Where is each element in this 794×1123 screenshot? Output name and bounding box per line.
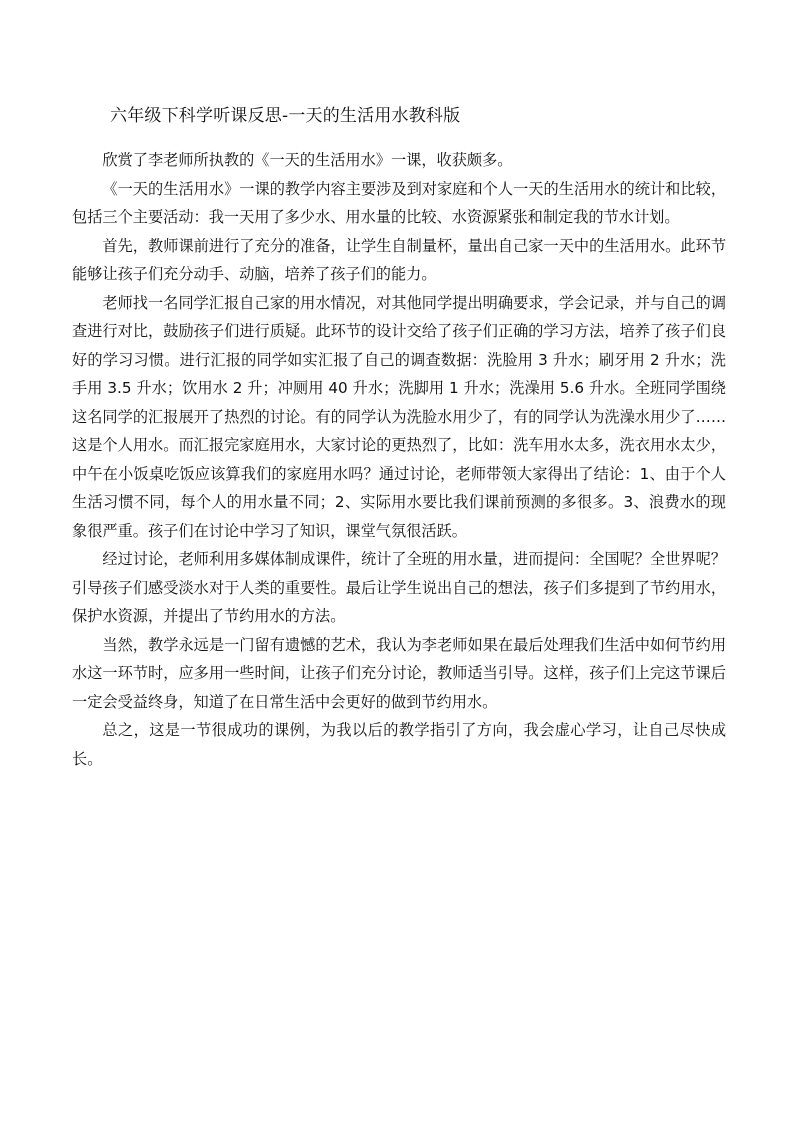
paragraph-intro: 欣赏了李老师所执教的《一天的生活用水》一课，收获颇多。 <box>102 151 513 169</box>
paragraph-overview: 《一天的生活用水》一课的教学内容主要涉及到对家庭和个人一天的生活用水的统计和比较，包括三个主要活动：我一天用了多少水、用水量的比较、水资源紧张和制定我的节水计划。 <box>72 179 726 226</box>
document-title: 六年级下科学听课反思-一天的生活用水教科版 <box>110 106 461 126</box>
paragraph-multimedia: 经过讨论，老师利用多媒体制成课件，统计了全班的用水量，进而提问：全国呢？全世界呢？引导孩子们感受淡水对于人类的重要性。最后让学生说出自己的想法，孩子们多提到了节约用水，保护水资源，并提出了节约用水的方法。 <box>72 550 726 625</box>
paragraph-report-discussion: 老师找一名同学汇报自己家的用水情况，对其他同学提出明确要求，学会记录，并与自己的调查进行对比，鼓励孩子们进行质疑。此环节的设计交给了孩子们正确的学习方法，培养了孩子们良好的学习习惯。进行汇报的同学如实汇报了自己的调查数据：洗脸用 3 升水；刷牙用 2 升水；洗手用 3.5 升水；饮用水 2 升；冲厕用 40 升水；洗脚用 1 升水；洗澡用 5.6 升水。全班同学围绕这名同学的汇报展开了热烈的讨论。有的同学认为洗脸水用少了，有的同学认为洗澡水用少了……这是个人用水。而汇报完家庭用水，大家讨论的更热烈了，比如：洗车用水太多，洗衣用水太少，中午在小饭桌吃饭应该算我们的家庭用水吗？通过讨论，老师带领大家得出了结论：1、由于个人生活习惯不同，每个人的用水量不同；2、实际用水要比我们课前预测的多很多。3、浪费水的现象很严重。孩子们在讨论中学习了知识，课堂气氛很活跃。 <box>72 293 726 540</box>
paragraph-suggestion: 当然，教学永远是一门留有遗憾的艺术，我认为李老师如果在最后处理我们生活中如何节约用水这一环节时，应多用一些时间，让孩子们充分讨论，教师适当引导。这样，孩子们上完这节课后一定会受益终身，知道了在日常生活中会更好的做到节约用水。 <box>72 635 726 711</box>
paragraph-conclusion: 总之，这是一节很成功的课例，为我以后的教学指引了方向，我会虚心学习，让自己尽快成长。 <box>72 721 726 768</box>
paragraph-preparation: 首先，教师课前进行了充分的准备，让学生自制量杯，量出自己家一天中的生活用水。此环节能够让孩子们充分动手、动脑，培养了孩子们的能力。 <box>72 236 726 283</box>
document-body <box>72 146 726 773</box>
